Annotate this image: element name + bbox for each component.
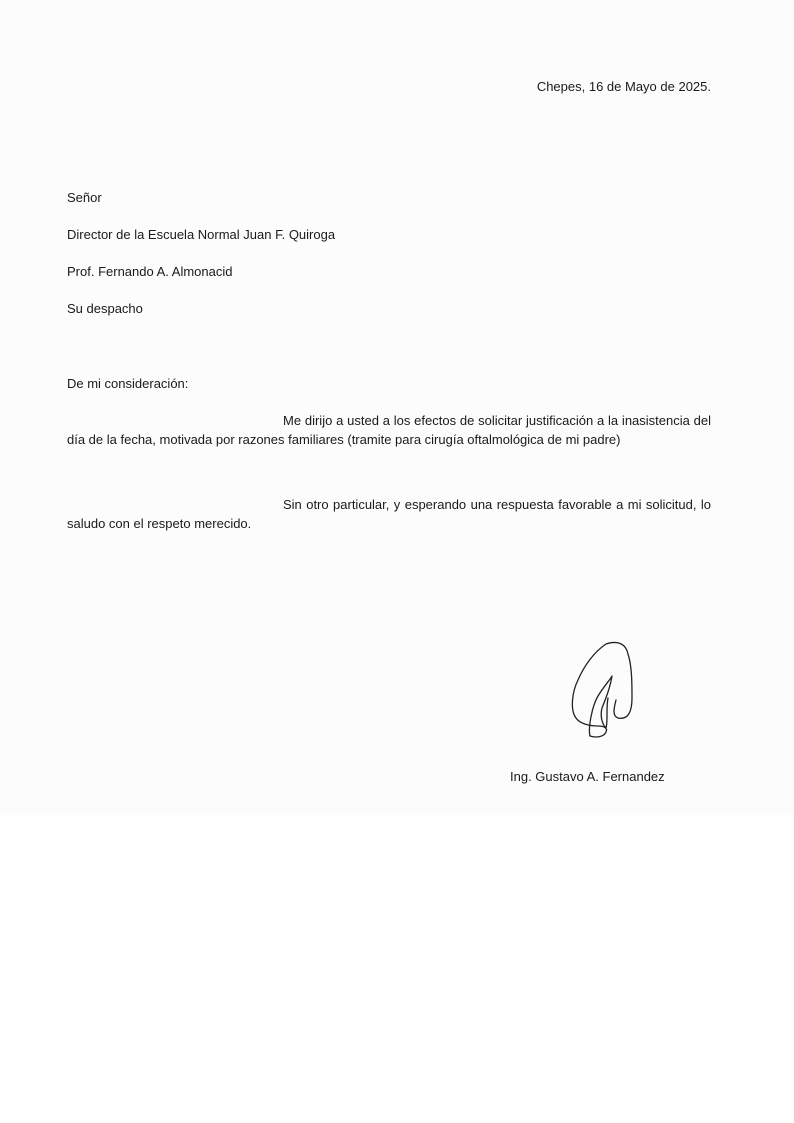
recipient-name: Prof. Fernando A. Almonacid [67,264,233,279]
body-paragraph: Me dirijo a usted a los efectos de solicitar justificación a la inasistencia del día de la fecha, motivada por razones familiares (tramite para cirugía oftalmológica de mi padre) [67,413,711,447]
date-line: Chepes, 16 de Mayo de 2025. [536,79,711,94]
recipient-salutation: Señor [67,190,102,205]
recipient-delivery: Su despacho [67,301,143,316]
greeting: De mi consideración: [67,376,189,391]
handwritten-signature [566,636,638,740]
body-paragraph: Sin otro particular, y esperando una respuesta favorable a mi solicitud, lo saludo con el respeto merecido. [67,497,711,531]
recipient-position: Director de la Escuela Normal Juan F. Quiroga [67,227,336,242]
signer-name: Ing. Gustavo A. Fernandez [510,769,665,784]
